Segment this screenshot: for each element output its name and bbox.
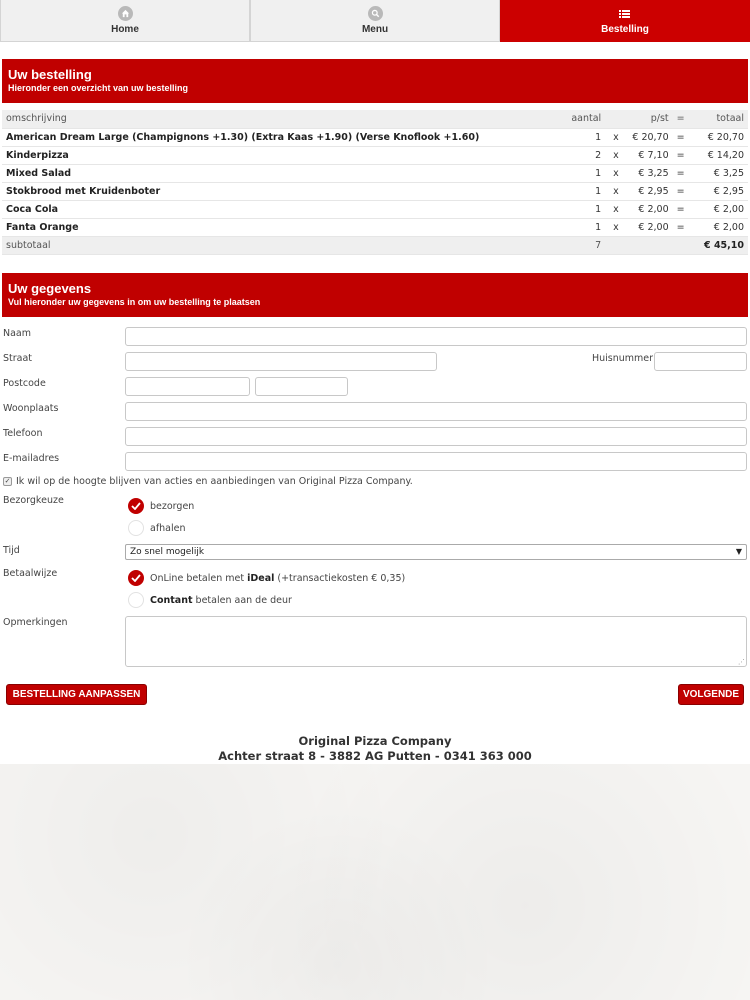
- item-qty: 1: [567, 164, 605, 182]
- item-qty: 1: [567, 200, 605, 218]
- radio-bezorgen[interactable]: [128, 498, 144, 514]
- tab-menu-label: Menu: [361, 24, 389, 35]
- details-title: Uw gegevens: [8, 281, 92, 296]
- top-nav: [0, 0, 750, 42]
- email-label: E-mailadres: [3, 453, 60, 464]
- city-field[interactable]: [125, 402, 747, 421]
- radio-ideal[interactable]: [128, 570, 144, 586]
- radio-afhalen[interactable]: [128, 520, 144, 536]
- remarks-label: Opmerkingen: [3, 617, 68, 628]
- col-eq: =: [673, 110, 689, 128]
- item-qty: 1: [567, 128, 605, 146]
- item-name: American Dream Large (Champignons +1.30) (Extra Kaas +1.90) (Verse Knoflook +1.60): [2, 128, 567, 146]
- delivery-option-bezorgen[interactable]: [128, 498, 194, 514]
- item-price: € 7,10: [627, 146, 673, 164]
- table-row: [2, 146, 748, 164]
- payment-label: Betaalwijze: [3, 568, 58, 579]
- newsletter-option[interactable]: [3, 476, 413, 487]
- item-times: x: [605, 200, 627, 218]
- house-number-field[interactable]: [654, 352, 747, 371]
- postcode-digits-field[interactable]: [125, 377, 250, 396]
- subtotal-total: € 45,10: [689, 236, 748, 254]
- subtotal-label: subtotaal: [2, 236, 567, 254]
- table-row: [2, 200, 748, 218]
- item-eq: =: [673, 182, 689, 200]
- newsletter-checkbox[interactable]: ✓: [4, 477, 11, 485]
- item-times: x: [605, 146, 627, 164]
- item-eq: =: [673, 218, 689, 236]
- bezorgen-label: bezorgen: [150, 500, 195, 512]
- delivery-label: Bezorgkeuze: [3, 495, 64, 506]
- newsletter-label: Ik wil op de hoogte blijven van acties en aanbiedingen van Original Pizza Company.: [16, 476, 413, 487]
- item-qty: 1: [567, 218, 605, 236]
- time-select-value: Zo snel mogelijk: [130, 547, 205, 557]
- item-times: x: [605, 128, 627, 146]
- item-total: € 2,95: [689, 182, 748, 200]
- subtotal-qty: 7: [567, 236, 605, 254]
- item-times: x: [605, 164, 627, 182]
- item-times: x: [605, 218, 627, 236]
- item-total: € 2,00: [689, 218, 748, 236]
- table-row: [2, 164, 748, 182]
- name-field[interactable]: [125, 327, 747, 346]
- name-label: Naam: [3, 328, 32, 339]
- phone-field[interactable]: [125, 427, 747, 446]
- item-name: Fanta Orange: [2, 218, 567, 236]
- footer-address: Achter straat 8 - 3882 AG Putten - 0341 363 000: [218, 749, 532, 763]
- details-subtitle: Vul hieronder uw gegevens in om uw bestelling te plaatsen: [8, 297, 261, 307]
- time-select[interactable]: [125, 544, 747, 560]
- house-number-label: Huisnummer: [592, 353, 654, 364]
- street-label: Straat: [3, 353, 33, 364]
- col-total: totaal: [689, 110, 748, 128]
- subtotal-row: [2, 236, 748, 254]
- item-price: € 2,00: [627, 218, 673, 236]
- afhalen-label: afhalen: [150, 522, 186, 534]
- item-price: € 2,95: [627, 182, 673, 200]
- table-row: [2, 182, 748, 200]
- item-eq: =: [673, 128, 689, 146]
- background-texture: [0, 764, 750, 1000]
- delivery-option-afhalen[interactable]: [128, 520, 186, 536]
- postcode-label: Postcode: [3, 378, 46, 389]
- tab-bestelling-label: Bestelling: [601, 24, 649, 35]
- email-field[interactable]: [125, 452, 747, 471]
- item-price: € 3,25: [627, 164, 673, 182]
- item-price: € 2,00: [627, 200, 673, 218]
- col-unit-price: p/st: [627, 110, 673, 128]
- radio-cash[interactable]: [128, 592, 144, 608]
- item-times: x: [605, 182, 627, 200]
- order-header: [2, 59, 748, 103]
- item-name: Kinderpizza: [2, 146, 567, 164]
- street-field[interactable]: [125, 352, 437, 371]
- edit-order-button[interactable]: BESTELLING AANPASSEN: [6, 684, 147, 705]
- item-eq: =: [673, 200, 689, 218]
- city-label: Woonplaats: [3, 403, 59, 414]
- search-icon: [368, 6, 383, 21]
- list-icon: [618, 6, 633, 21]
- tab-bestelling[interactable]: [500, 0, 750, 42]
- phone-label: Telefoon: [3, 428, 43, 439]
- col-quantity: aantal: [567, 110, 605, 128]
- table-row: [2, 218, 748, 236]
- footer: [0, 734, 750, 764]
- col-description: omschrijving: [2, 110, 567, 128]
- remarks-field[interactable]: [125, 616, 747, 667]
- item-total: € 3,25: [689, 164, 748, 182]
- payment-option-ideal[interactable]: [128, 570, 405, 586]
- tab-menu[interactable]: [250, 0, 500, 42]
- item-qty: 2: [567, 146, 605, 164]
- order-table: [2, 110, 748, 255]
- dropdown-arrow-icon: ▼: [735, 547, 742, 556]
- item-total: € 20,70: [689, 128, 748, 146]
- item-name: Stokbrood met Kruidenboter: [2, 182, 567, 200]
- next-button[interactable]: VOLGENDE: [678, 684, 744, 705]
- item-total: € 14,20: [689, 146, 748, 164]
- tab-home[interactable]: [0, 0, 250, 42]
- home-icon: [118, 6, 133, 21]
- table-row: [2, 128, 748, 146]
- cash-label: Contant betalen aan de deur: [150, 594, 292, 606]
- time-label: Tijd: [3, 545, 20, 556]
- item-total: € 2,00: [689, 200, 748, 218]
- footer-company: Original Pizza Company: [298, 734, 452, 748]
- payment-option-cash[interactable]: [128, 592, 292, 608]
- details-header: [2, 273, 748, 317]
- item-qty: 1: [567, 182, 605, 200]
- item-name: Coca Cola: [2, 200, 567, 218]
- order-table-header: [2, 110, 748, 128]
- order-subtitle: Hieronder een overzicht van uw bestelling: [8, 83, 189, 93]
- tab-home-label: Home: [111, 24, 139, 35]
- item-name: Mixed Salad: [2, 164, 567, 182]
- item-eq: =: [673, 164, 689, 182]
- order-title: Uw bestelling: [8, 67, 92, 82]
- item-price: € 20,70: [627, 128, 673, 146]
- ideal-label: OnLine betalen met iDeal (+transactiekosten € 0,35): [150, 572, 406, 584]
- item-eq: =: [673, 146, 689, 164]
- postcode-letters-field[interactable]: [255, 377, 348, 396]
- resize-handle-icon[interactable]: ⋰: [738, 658, 745, 666]
